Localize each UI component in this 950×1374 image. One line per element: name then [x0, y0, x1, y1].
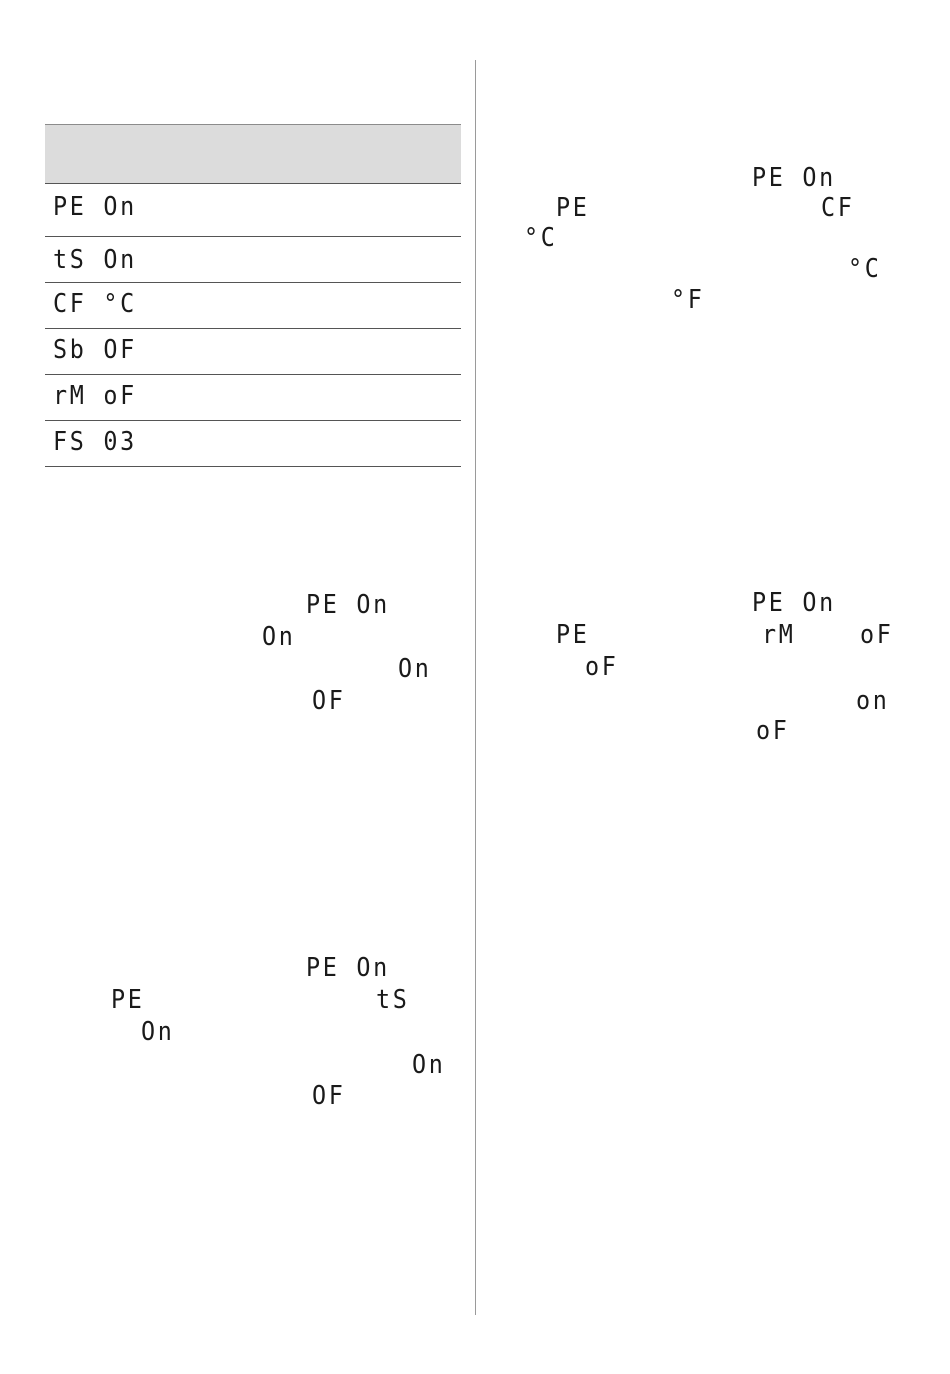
display-glyph: PE — [556, 620, 590, 650]
display-glyph: °C — [524, 223, 558, 253]
display-glyph: On — [262, 622, 296, 652]
display-glyph: On — [398, 654, 432, 684]
display-glyph: PE On — [306, 590, 390, 620]
table-row — [45, 237, 461, 283]
display-code: PE On — [53, 192, 137, 222]
display-glyph: OF — [312, 1081, 346, 1111]
table-row — [45, 329, 461, 375]
display-code: rM oF — [53, 381, 137, 411]
display-glyph: oF — [585, 652, 619, 682]
display-glyph: On — [412, 1050, 446, 1080]
display-glyph: °F — [671, 285, 705, 315]
display-glyph: rM — [762, 620, 796, 650]
display-glyph: PE On — [306, 953, 390, 983]
display-glyph: oF — [756, 716, 790, 746]
display-code: Sb OF — [53, 335, 137, 365]
display-glyph: PE — [111, 985, 145, 1015]
column-divider — [475, 60, 476, 1315]
display-glyph: CF — [821, 193, 855, 223]
display-glyph: on — [856, 686, 890, 716]
table-row — [45, 184, 461, 237]
display-code: FS 03 — [53, 427, 137, 457]
display-glyph: °C — [848, 254, 882, 284]
display-code: tS On — [53, 245, 137, 275]
display-glyph: PE On — [752, 588, 836, 618]
display-glyph: On — [141, 1017, 175, 1047]
display-glyph: OF — [312, 686, 346, 716]
display-code: CF °C — [53, 289, 137, 319]
table-header — [45, 124, 461, 184]
display-glyph: oF — [860, 620, 894, 650]
display-glyph: tS — [376, 985, 410, 1015]
table-row — [45, 375, 461, 421]
table-row — [45, 421, 461, 467]
settings-table — [45, 124, 461, 467]
table-row — [45, 283, 461, 329]
display-glyph: PE On — [752, 163, 836, 193]
display-glyph: PE — [556, 193, 590, 223]
